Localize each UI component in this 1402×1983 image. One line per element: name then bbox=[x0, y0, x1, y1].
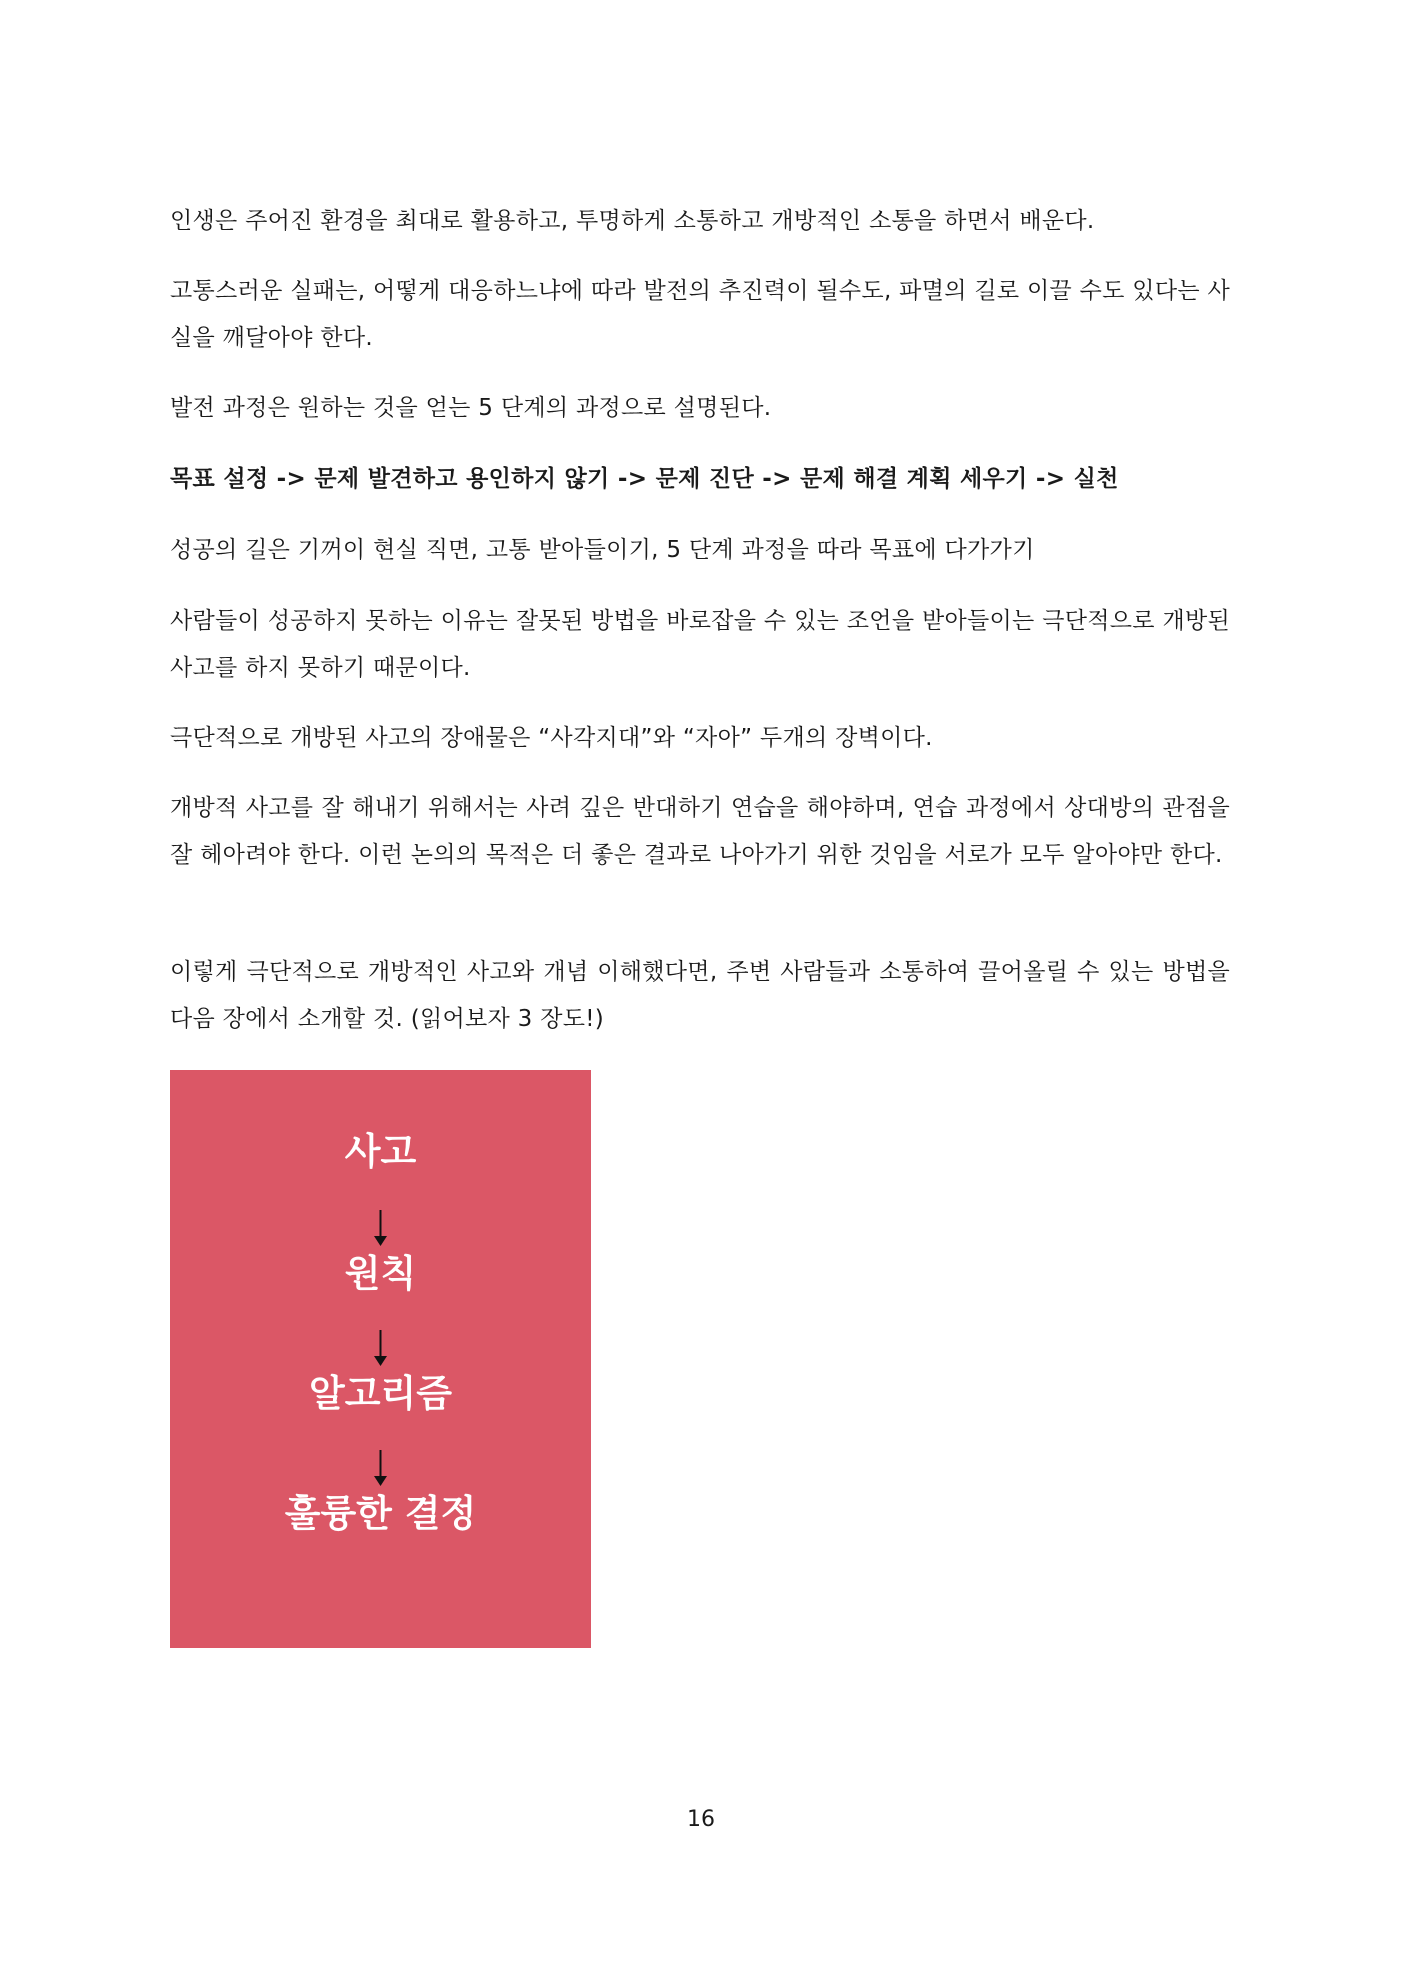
paragraph-5: 성공의 길은 기꺼이 현실 직면, 고통 받아들이기, 5 단계 과정을 따라 목표에 다가가기 bbox=[170, 537, 1035, 563]
paragraph-9: 이렇게 극단적으로 개방적인 사고와 개념 이해했다면, 주변 사람들과 소통하여 끌어올릴 수 있는 방법을 다음 장에서 소개할 것. (읽어보자 3 장도!) bbox=[170, 959, 1230, 1032]
paragraph-1: 인생은 주어진 환경을 최대로 활용하고, 투명하게 소통하고 개방적인 소통을 하면서 배운다. bbox=[170, 208, 1095, 234]
flow-step-thinking: 사고 bbox=[344, 1130, 417, 1173]
flow-step-algorithm: 알고리즘 bbox=[309, 1372, 452, 1415]
down-arrow-icon bbox=[170, 1208, 591, 1248]
paragraph-3: 발전 과정은 원하는 것을 얻는 5 단계의 과정으로 설명된다. bbox=[170, 395, 772, 421]
paragraph-2: 고통스러운 실패는, 어떻게 대응하느냐에 따라 발전의 추진력이 될수도, 파멸의 길로 이끌 수도 있다는 사실을 깨달아야 한다. bbox=[170, 278, 1230, 351]
process-steps-line: 목표 설정 -> 문제 발견하고 용인하지 않기 -> 문제 진단 -> 문제 해결 계획 세우기 -> 실천 bbox=[170, 466, 1119, 492]
paragraph-6: 사람들이 성공하지 못하는 이유는 잘못된 방법을 바로잡을 수 있는 조언을 받아들이는 극단적으로 개방된 사고를 하지 못하기 때문이다. bbox=[170, 608, 1230, 681]
paragraph-8: 개방적 사고를 잘 해내기 위해서는 사려 깊은 반대하기 연습을 해야하며, 연습 과정에서 상대방의 관점을 잘 헤아려야 한다. 이런 논의의 목적은 더 좋은 결과로 나아가기 위한 것임을 서로가 모두 알아야만 한다. bbox=[170, 795, 1230, 868]
paragraph-7: 극단적으로 개방된 사고의 장애물은 “사각지대”와 “자아” 두개의 장벽이다. bbox=[170, 725, 933, 751]
down-arrow-icon bbox=[170, 1328, 591, 1368]
flow-figure bbox=[170, 1070, 591, 1648]
flow-step-principles: 원칙 bbox=[344, 1252, 417, 1295]
page-number: 16 bbox=[687, 1807, 715, 1832]
down-arrow-icon bbox=[170, 1448, 591, 1488]
flow-step-great-decision: 훌륭한 결정 bbox=[284, 1492, 477, 1535]
